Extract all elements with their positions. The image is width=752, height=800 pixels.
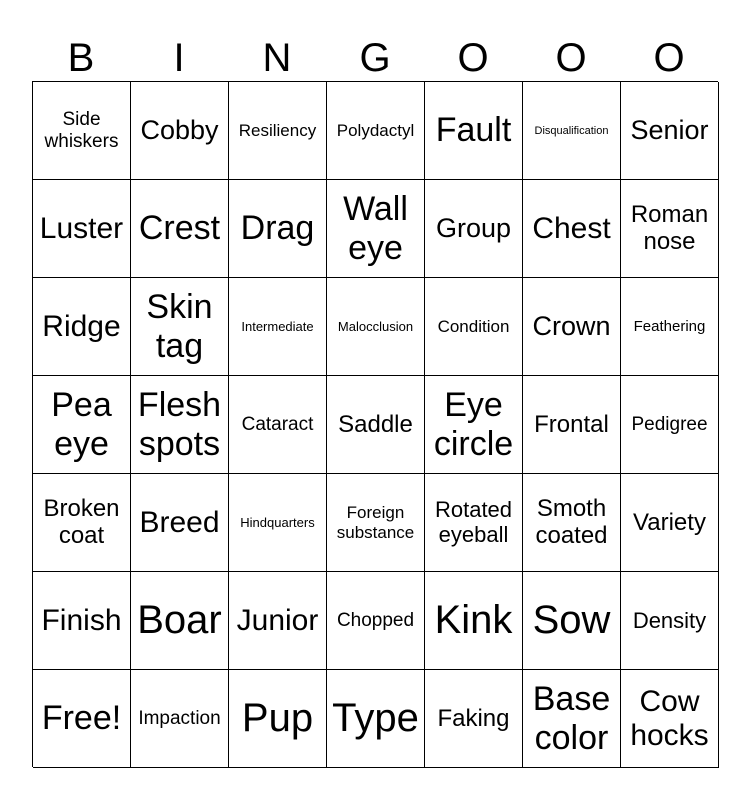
cell-label: Saddle — [338, 410, 413, 438]
cell-label: Group — [435, 213, 512, 243]
cell-label: Disqualification — [534, 124, 609, 137]
header-letter-n: N — [262, 36, 292, 80]
bingo-cell[interactable] — [131, 376, 229, 474]
bingo-cell[interactable] — [131, 572, 229, 670]
cell-label: Crest — [138, 209, 221, 247]
bingo-cell[interactable] — [621, 278, 719, 376]
bingo-cell[interactable] — [229, 82, 327, 180]
cell-label: Smoth coated — [535, 494, 608, 549]
bingo-cell[interactable] — [131, 278, 229, 376]
cell-label: Luster — [39, 211, 124, 245]
bingo-cell[interactable] — [327, 572, 425, 670]
cell-label: Finish — [41, 603, 122, 637]
cell-label: Frontal — [534, 410, 609, 438]
cell-label: Chopped — [336, 609, 415, 631]
bingo-cell[interactable] — [621, 670, 719, 768]
bingo-cell[interactable] — [523, 376, 621, 474]
cell-label: Eye circle — [433, 386, 514, 463]
bingo-cell[interactable] — [425, 278, 523, 376]
bingo-cell[interactable] — [523, 474, 621, 572]
cell-label: Senior — [630, 115, 709, 145]
cell-label: Condition — [437, 316, 510, 336]
bingo-cell[interactable] — [229, 376, 327, 474]
cell-label: Ridge — [42, 309, 121, 343]
cell-label: Faking — [437, 704, 510, 732]
bingo-cell[interactable] — [621, 376, 719, 474]
cell-label: Resiliency — [238, 120, 317, 140]
bingo-cell[interactable] — [327, 376, 425, 474]
bingo-cell[interactable] — [33, 82, 131, 180]
bingo-cell[interactable] — [523, 278, 621, 376]
cell-label: Cow hocks — [630, 684, 709, 752]
cell-label: Kink — [434, 598, 513, 642]
cell-label: Skin tag — [146, 288, 213, 365]
bingo-cell[interactable] — [425, 82, 523, 180]
bingo-cell[interactable] — [131, 474, 229, 572]
header-letter-o-1: O — [457, 36, 489, 80]
bingo-cell[interactable] — [229, 474, 327, 572]
bingo-cell[interactable] — [229, 670, 327, 768]
cell-label: Polydactyl — [336, 120, 415, 140]
bingo-cell[interactable] — [229, 180, 327, 278]
cell-label: Hindquarters — [240, 515, 315, 530]
cell-label: Crown — [532, 311, 611, 341]
header-letter-o-3: O — [653, 36, 685, 80]
bingo-cell[interactable] — [621, 180, 719, 278]
bingo-cell[interactable] — [621, 572, 719, 670]
cell-label: Pedigree — [631, 413, 708, 435]
bingo-cell[interactable] — [229, 572, 327, 670]
bingo-cell[interactable] — [33, 278, 131, 376]
bingo-cell[interactable] — [523, 572, 621, 670]
bingo-cell[interactable] — [621, 82, 719, 180]
cell-label: Junior — [236, 603, 319, 637]
cell-label: Feathering — [633, 318, 706, 335]
cell-label: Drag — [240, 209, 315, 247]
bingo-cell[interactable] — [425, 670, 523, 768]
cell-label: Rotated eyeball — [434, 496, 513, 547]
cell-label: Intermediate — [241, 319, 314, 334]
cell-label: Malocclusion — [337, 319, 414, 334]
cell-label: Variety — [633, 508, 706, 536]
free-space-label: Free! — [41, 699, 122, 737]
bingo-cell[interactable] — [327, 670, 425, 768]
bingo-cell[interactable] — [33, 572, 131, 670]
bingo-cell[interactable] — [425, 474, 523, 572]
cell-label: Wall eye — [343, 190, 408, 267]
cell-label: Flesh spots — [137, 386, 222, 463]
header-letter-g: G — [359, 36, 391, 80]
bingo-grid — [32, 81, 718, 767]
bingo-cell[interactable] — [425, 376, 523, 474]
free-space-cell[interactable] — [33, 670, 131, 768]
bingo-cell[interactable] — [523, 180, 621, 278]
bingo-cell[interactable] — [229, 278, 327, 376]
cell-label: Pup — [241, 696, 314, 740]
bingo-cell[interactable] — [131, 180, 229, 278]
bingo-cell[interactable] — [33, 180, 131, 278]
bingo-header — [32, 34, 718, 82]
cell-label: Base color — [532, 680, 611, 757]
cell-label: Type — [332, 696, 419, 740]
cell-label: Sow — [532, 598, 611, 642]
cell-label: Roman nose — [630, 200, 709, 255]
cell-label: Side whiskers — [44, 109, 119, 152]
cell-label: Pea eye — [51, 386, 112, 463]
bingo-cell[interactable] — [523, 670, 621, 768]
cell-label: Breed — [139, 505, 220, 539]
bingo-cell[interactable] — [327, 82, 425, 180]
cell-label: Cobby — [140, 115, 219, 145]
cell-label: Broken coat — [43, 494, 120, 549]
bingo-cell[interactable] — [327, 278, 425, 376]
bingo-cell[interactable] — [327, 474, 425, 572]
header-letter-i: I — [173, 36, 185, 80]
cell-label: Density — [632, 607, 707, 633]
bingo-cell[interactable] — [131, 82, 229, 180]
cell-label: Foreign substance — [336, 503, 415, 542]
bingo-cell[interactable] — [523, 82, 621, 180]
bingo-cell[interactable] — [425, 180, 523, 278]
cell-label: Fault — [435, 111, 512, 149]
cell-label: Cataract — [241, 413, 314, 435]
bingo-cell[interactable] — [33, 474, 131, 572]
header-letter-b: B — [67, 36, 95, 80]
cell-label: Boar — [137, 598, 222, 642]
bingo-cell[interactable] — [621, 474, 719, 572]
cell-label: Impaction — [138, 707, 221, 729]
bingo-cell[interactable] — [131, 670, 229, 768]
bingo-cell[interactable] — [425, 572, 523, 670]
header-letter-o-2: O — [555, 36, 587, 80]
bingo-cell[interactable] — [33, 376, 131, 474]
bingo-cell[interactable] — [327, 180, 425, 278]
cell-label: Chest — [532, 211, 611, 245]
